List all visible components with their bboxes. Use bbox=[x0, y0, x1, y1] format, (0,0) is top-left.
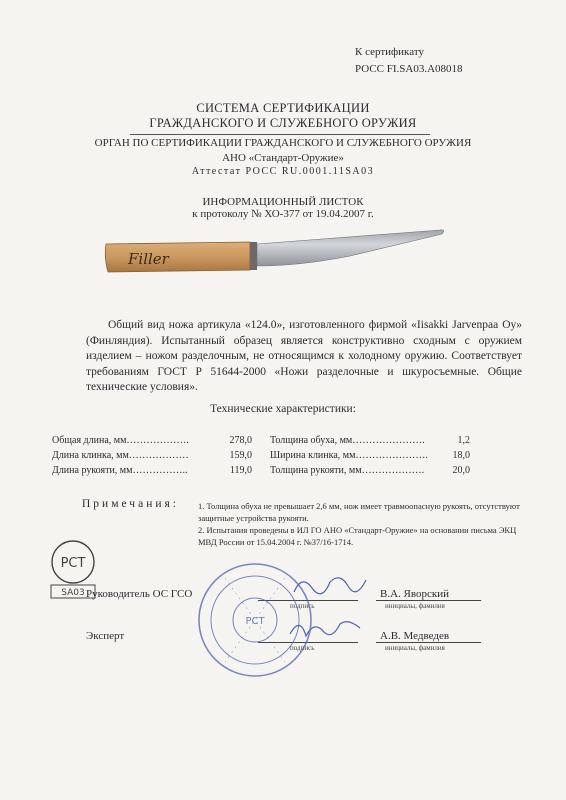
spec-label: Длина рукояти, мм…………….. bbox=[52, 465, 188, 476]
expert-signature-caption: подпись bbox=[290, 644, 315, 652]
title-divider bbox=[130, 134, 430, 135]
protocol-reference: к протоколу № ХО-377 от 19.04.2007 г. bbox=[192, 208, 374, 220]
knife-blade bbox=[257, 230, 444, 266]
spec-label: Толщина рукояти, мм………………. bbox=[270, 465, 425, 476]
spec-row bbox=[52, 433, 252, 448]
certificate-number: РОСС FI.SA03.A08018 bbox=[355, 63, 463, 75]
head-signature-scribble bbox=[290, 570, 370, 600]
logo-mark: РСТ bbox=[60, 556, 86, 571]
knife-bolster bbox=[250, 242, 257, 270]
spec-row bbox=[52, 463, 252, 478]
specs-title: Технические характеристики: bbox=[210, 403, 356, 415]
expert-name-line bbox=[376, 642, 481, 643]
to-certificate-label: К сертификату bbox=[355, 46, 424, 58]
info-sheet-title: ИНФОРМАЦИОННЫЙ ЛИСТОК bbox=[202, 196, 364, 208]
logo-code: SA03 bbox=[61, 588, 85, 598]
spec-value: 20,0 bbox=[452, 465, 470, 476]
spec-value: 278,0 bbox=[229, 435, 252, 446]
handle-brand-mark: Filler bbox=[128, 250, 169, 268]
spec-label: Толщина обуха, мм…………………. bbox=[270, 435, 425, 446]
knife-description: Общий вид ножа артикула «124.0», изготовленного фирмой «Iisakki Jarvenpaa Oy» (Финляндия). Испытанный образец является конструктивно сходным с оружием изделием – ножом разделочным, не относящимся к холодному оружию. Соответствует требованиям ГОСТ Р 51644-2000 «Ножи разделочные и шкуросъемные. Общие технические условия». bbox=[86, 319, 522, 393]
specs-left-column bbox=[52, 433, 252, 478]
spec-value: 159,0 bbox=[229, 450, 252, 461]
note-2: 2. Испытания проведены в ИЛ ГО АНО «Стандарт-Оружие» на основании письма ЭКЦ МВД России от 15.04.2004 г. №37/16-1714. bbox=[198, 525, 517, 547]
expert-name-caption: инициалы, фамилия bbox=[385, 644, 445, 652]
knife-image bbox=[100, 220, 450, 285]
spec-value: 1,2 bbox=[457, 435, 470, 446]
notes-label: Примечания: bbox=[82, 498, 179, 510]
note-1: 1. Толщина обуха не превышает 2,6 мм, нож имеет травмоопасную рукоять, отсутствуют защитные устройства рукояти. bbox=[198, 501, 520, 523]
spec-label: Ширина клинка, мм…………………. bbox=[270, 450, 428, 461]
stamp-mark: РСТ bbox=[245, 616, 265, 627]
expert-name: А.В. Медведев bbox=[380, 630, 450, 642]
spec-row bbox=[270, 433, 470, 448]
expert-label: Эксперт bbox=[86, 630, 125, 642]
spec-label: Длина клинка, мм……………… bbox=[52, 450, 189, 461]
head-label: Руководитель ОС ГСО bbox=[86, 588, 193, 600]
spec-row bbox=[270, 463, 470, 478]
certification-body: ОРГАН ПО СЕРТИФИКАЦИИ ГРАЖДАНСКОГО И СЛУЖЕБНОГО ОРУЖИЯ bbox=[94, 137, 472, 149]
head-name-line bbox=[376, 600, 481, 601]
head-name: В.А. Яворский bbox=[380, 588, 449, 600]
organization-name: АНО «Стандарт-Оружие» bbox=[222, 152, 344, 164]
system-title-line1: СИСТЕМА СЕРТИФИКАЦИИ bbox=[196, 101, 370, 115]
spec-row bbox=[270, 448, 470, 463]
certificate-reference bbox=[355, 44, 463, 78]
spec-label: Общая длина, мм………………. bbox=[52, 435, 189, 446]
expert-signature-scribble bbox=[286, 614, 366, 644]
attestat-number: Аттестат РОСС RU.0001.11SA03 bbox=[191, 166, 375, 177]
head-name-caption: инициалы, фамилия bbox=[385, 602, 445, 610]
spec-row bbox=[52, 448, 252, 463]
system-title-line2: ГРАЖДАНСКОГО И СЛУЖЕБНОГО ОРУЖИЯ bbox=[149, 116, 417, 130]
spec-value: 18,0 bbox=[452, 450, 470, 461]
head-signature-caption: подпись bbox=[290, 602, 315, 610]
spec-value: 119,0 bbox=[229, 465, 252, 476]
specs-right-column bbox=[270, 433, 470, 478]
notes-text bbox=[198, 500, 528, 548]
